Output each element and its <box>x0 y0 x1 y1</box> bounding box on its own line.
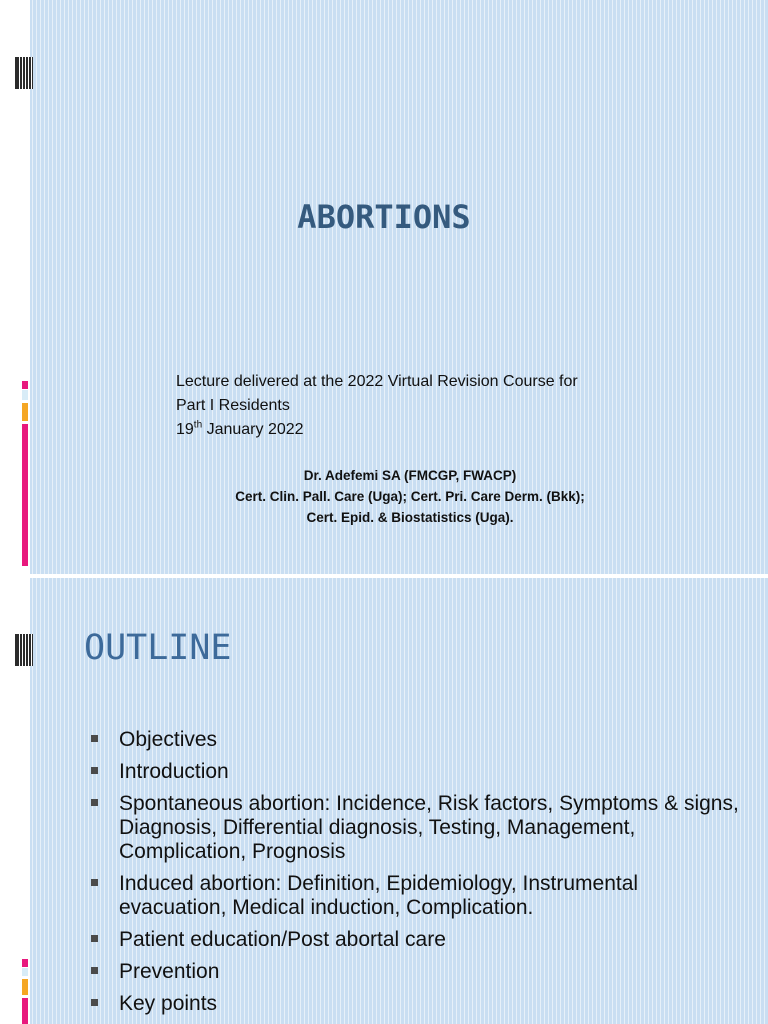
list-item: Introduction <box>88 760 748 784</box>
slide-thumbnail-icon <box>15 634 33 666</box>
list-item: Objectives <box>88 728 748 752</box>
accent-bar-orange <box>22 403 28 421</box>
author-name: Dr. Adefemi SA (FMCGP, FWACP) <box>303 468 517 483</box>
slide-title: ABORTIONS <box>297 198 471 236</box>
bullet-square-icon <box>91 879 98 886</box>
bullet-square-icon <box>91 999 98 1006</box>
date-rest: January 2022 <box>202 421 304 438</box>
accent-bar-pink-small <box>22 959 28 967</box>
outline-slide <box>0 578 768 1024</box>
bullet-square-icon <box>91 767 98 774</box>
list-item: Prevention <box>88 960 748 984</box>
lecture-line-1: Lecture delivered at the 2022 Virtual Revision Course for <box>176 373 578 390</box>
list-item: Patient education/Post abortal care <box>88 928 748 952</box>
list-item: Spontaneous abortion: Incidence, Risk factors, Symptoms & signs, Diagnosis, Differential diagnosis, Testing, Management, Complication, Prognosis <box>88 792 748 864</box>
accent-bar-pink-small <box>22 381 28 389</box>
accent-bar-light <box>22 968 28 976</box>
lecture-date <box>176 418 736 442</box>
accent-bar-pink <box>22 424 28 566</box>
author-certs-2: Cert. Epid. & Biostatistics (Uga). <box>306 510 514 525</box>
bullet-square-icon <box>91 799 98 806</box>
list-item: Key points <box>88 992 748 1016</box>
author-certs-1: Cert. Clin. Pall. Care (Uga); Cert. Pri. Care Derm. (Bkk); <box>235 489 585 504</box>
date-day: 19 <box>176 421 194 438</box>
bullet-square-icon <box>91 735 98 742</box>
lecture-line-2: Part I Residents <box>176 397 290 414</box>
date-suffix: th <box>193 419 203 431</box>
list-item: Induced abortion: Definition, Epidemiology, Instrumental evacuation, Medical induction, Complication. <box>88 872 748 920</box>
outline-title: OUTLINE <box>84 628 232 668</box>
slide-thumbnail-icon <box>15 57 33 89</box>
outline-list <box>88 728 748 1024</box>
author-credits <box>30 465 768 528</box>
lecture-info <box>176 370 736 442</box>
accent-bar-orange <box>22 979 28 995</box>
bullet-square-icon <box>91 935 98 942</box>
accent-bar-light <box>22 390 28 400</box>
accent-bar-pink <box>22 998 28 1024</box>
bullet-square-icon <box>91 967 98 974</box>
